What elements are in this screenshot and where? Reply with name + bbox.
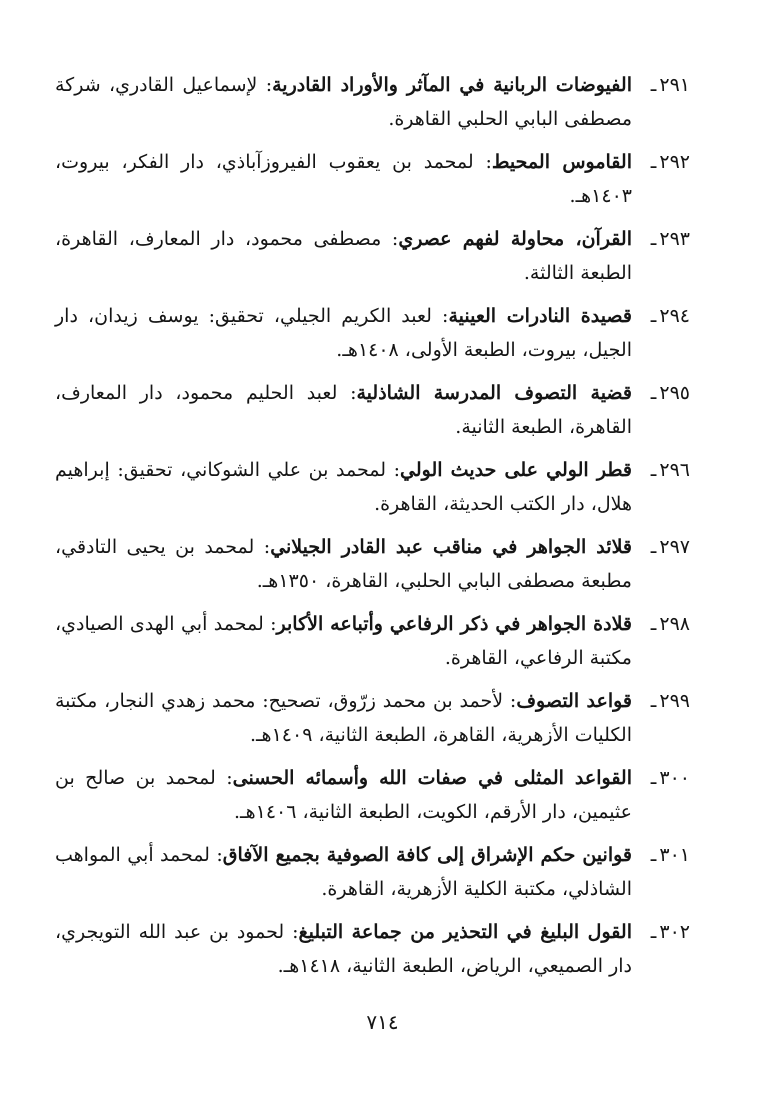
entry-details: : لمحمد أبي الهدى الصيادي، مكتبة الرفاعي، القاهرة. [55, 613, 632, 669]
entry-details: : لمحمد بن يحيى التادقي، مطبعة مصطفى البابي الحلبي، القاهرة، ١٣٥٠هـ. [55, 536, 632, 592]
page-number: ٧١٤ [366, 1010, 399, 1034]
entry-text [55, 376, 632, 444]
entry-title: قضية التصوف المدرسة الشاذلية [356, 382, 632, 404]
entry-title: الفيوضات الربانية في المآثر والأوراد القادرية [272, 74, 632, 96]
entry-text [55, 684, 632, 752]
entry-text [55, 453, 632, 521]
bibliography-entry-298 [55, 607, 690, 675]
entry-number: ٣٠٠ـ [650, 767, 690, 789]
bibliography-page [55, 68, 690, 992]
entry-details: : لحمود بن عبد الله التويجري، دار الصميعي، الرياض، الطبعة الثانية، ١٤١٨هـ. [55, 921, 632, 977]
entry-text [55, 607, 632, 675]
entry-details: : لعبد الحليم محمود، دار المعارف، القاهرة، الطبعة الثانية. [55, 382, 632, 438]
entry-details: : لإسماعيل القادري، شركة مصطفى البابي الحلبي القاهرة. [55, 74, 632, 130]
entry-details: : لمحمد بن صالح بن عثيمين، دار الأرقم، الكويت، الطبعة الثانية، ١٤٠٦هـ. [55, 767, 632, 823]
entry-number: ٢٩١ـ [650, 74, 690, 96]
bibliography-entry-297 [55, 530, 690, 598]
entry-number: ٢٩٦ـ [650, 459, 690, 481]
entry-details: : لأحمد بن محمد زرّوق، تصحيح: محمد زهدي النجار، مكتبة الكليات الأزهرية، القاهرة، الطبعة الثانية، ١٤٠٩هـ. [55, 690, 632, 746]
entry-text [55, 68, 632, 136]
entry-text [55, 299, 632, 367]
entry-details: : مصطفى محمود، دار المعارف، القاهرة، الطبعة الثالثة. [55, 228, 632, 284]
entry-number: ٢٩٥ـ [650, 382, 690, 404]
bibliography-entry-294 [55, 299, 690, 367]
entry-title: القول البليغ في التحذير من جماعة التبليغ [298, 921, 632, 943]
entry-number: ٢٩٧ـ [650, 536, 690, 558]
entry-text [55, 530, 632, 598]
entry-title: القاموس المحيط [491, 151, 632, 173]
entry-number: ٢٩٤ـ [650, 305, 690, 327]
entry-details: : لعبد الكريم الجيلي، تحقيق: يوسف زيدان، دار الجيل، بيروت، الطبعة الأولى، ١٤٠٨هـ. [55, 305, 632, 361]
entry-title: قطر الولي على حديث الولي [400, 459, 632, 481]
entry-number: ٢٩٢ـ [650, 151, 690, 173]
bibliography-entry-296 [55, 453, 690, 521]
entry-title: القواعد المثلى في صفات الله وأسمائه الحسنى [232, 767, 632, 789]
entry-title: قلادة الجواهر في ذكر الرفاعي وأتباعه الأكابر [276, 613, 632, 635]
entry-text [55, 145, 632, 213]
entry-details: : لمحمد بن يعقوب الفيروزآباذي، دار الفكر، بيروت، ١٤٠٣هـ. [55, 151, 632, 207]
entry-title: قصيدة النادرات العينية [448, 305, 632, 327]
bibliography-entry-293 [55, 222, 690, 290]
entry-number: ٢٩٣ـ [650, 228, 690, 250]
entry-title: قلائد الجواهر في مناقب عبد القادر الجيلاني [270, 536, 632, 558]
entry-title: القرآن، محاولة لفهم عصري [398, 228, 632, 250]
bibliography-entry-299 [55, 684, 690, 752]
entry-number: ٣٠٢ـ [650, 921, 690, 943]
entry-text [55, 222, 632, 290]
entry-text [55, 915, 632, 983]
entry-title: قواعد التصوف [516, 690, 633, 712]
entry-title: قوانين حكم الإشراق إلى كافة الصوفية بجميع الآفاق [222, 844, 632, 866]
entry-number: ٢٩٨ـ [650, 613, 690, 635]
bibliography-entry-292 [55, 145, 690, 213]
entry-number: ٢٩٩ـ [650, 690, 690, 712]
bibliography-entry-301 [55, 838, 690, 906]
entry-text [55, 838, 632, 906]
entry-details: : لمحمد بن علي الشوكاني، تحقيق: إبراهيم هلال، دار الكتب الحديثة، القاهرة. [55, 459, 632, 515]
bibliography-entry-300 [55, 761, 690, 829]
entry-text [55, 761, 632, 829]
bibliography-entry-291 [55, 68, 690, 136]
entry-details: : لمحمد أبي المواهب الشاذلي، مكتبة الكلية الأزهرية، القاهرة. [55, 844, 632, 900]
bibliography-entry-295 [55, 376, 690, 444]
entry-number: ٣٠١ـ [650, 844, 690, 866]
bibliography-entry-302 [55, 915, 690, 983]
